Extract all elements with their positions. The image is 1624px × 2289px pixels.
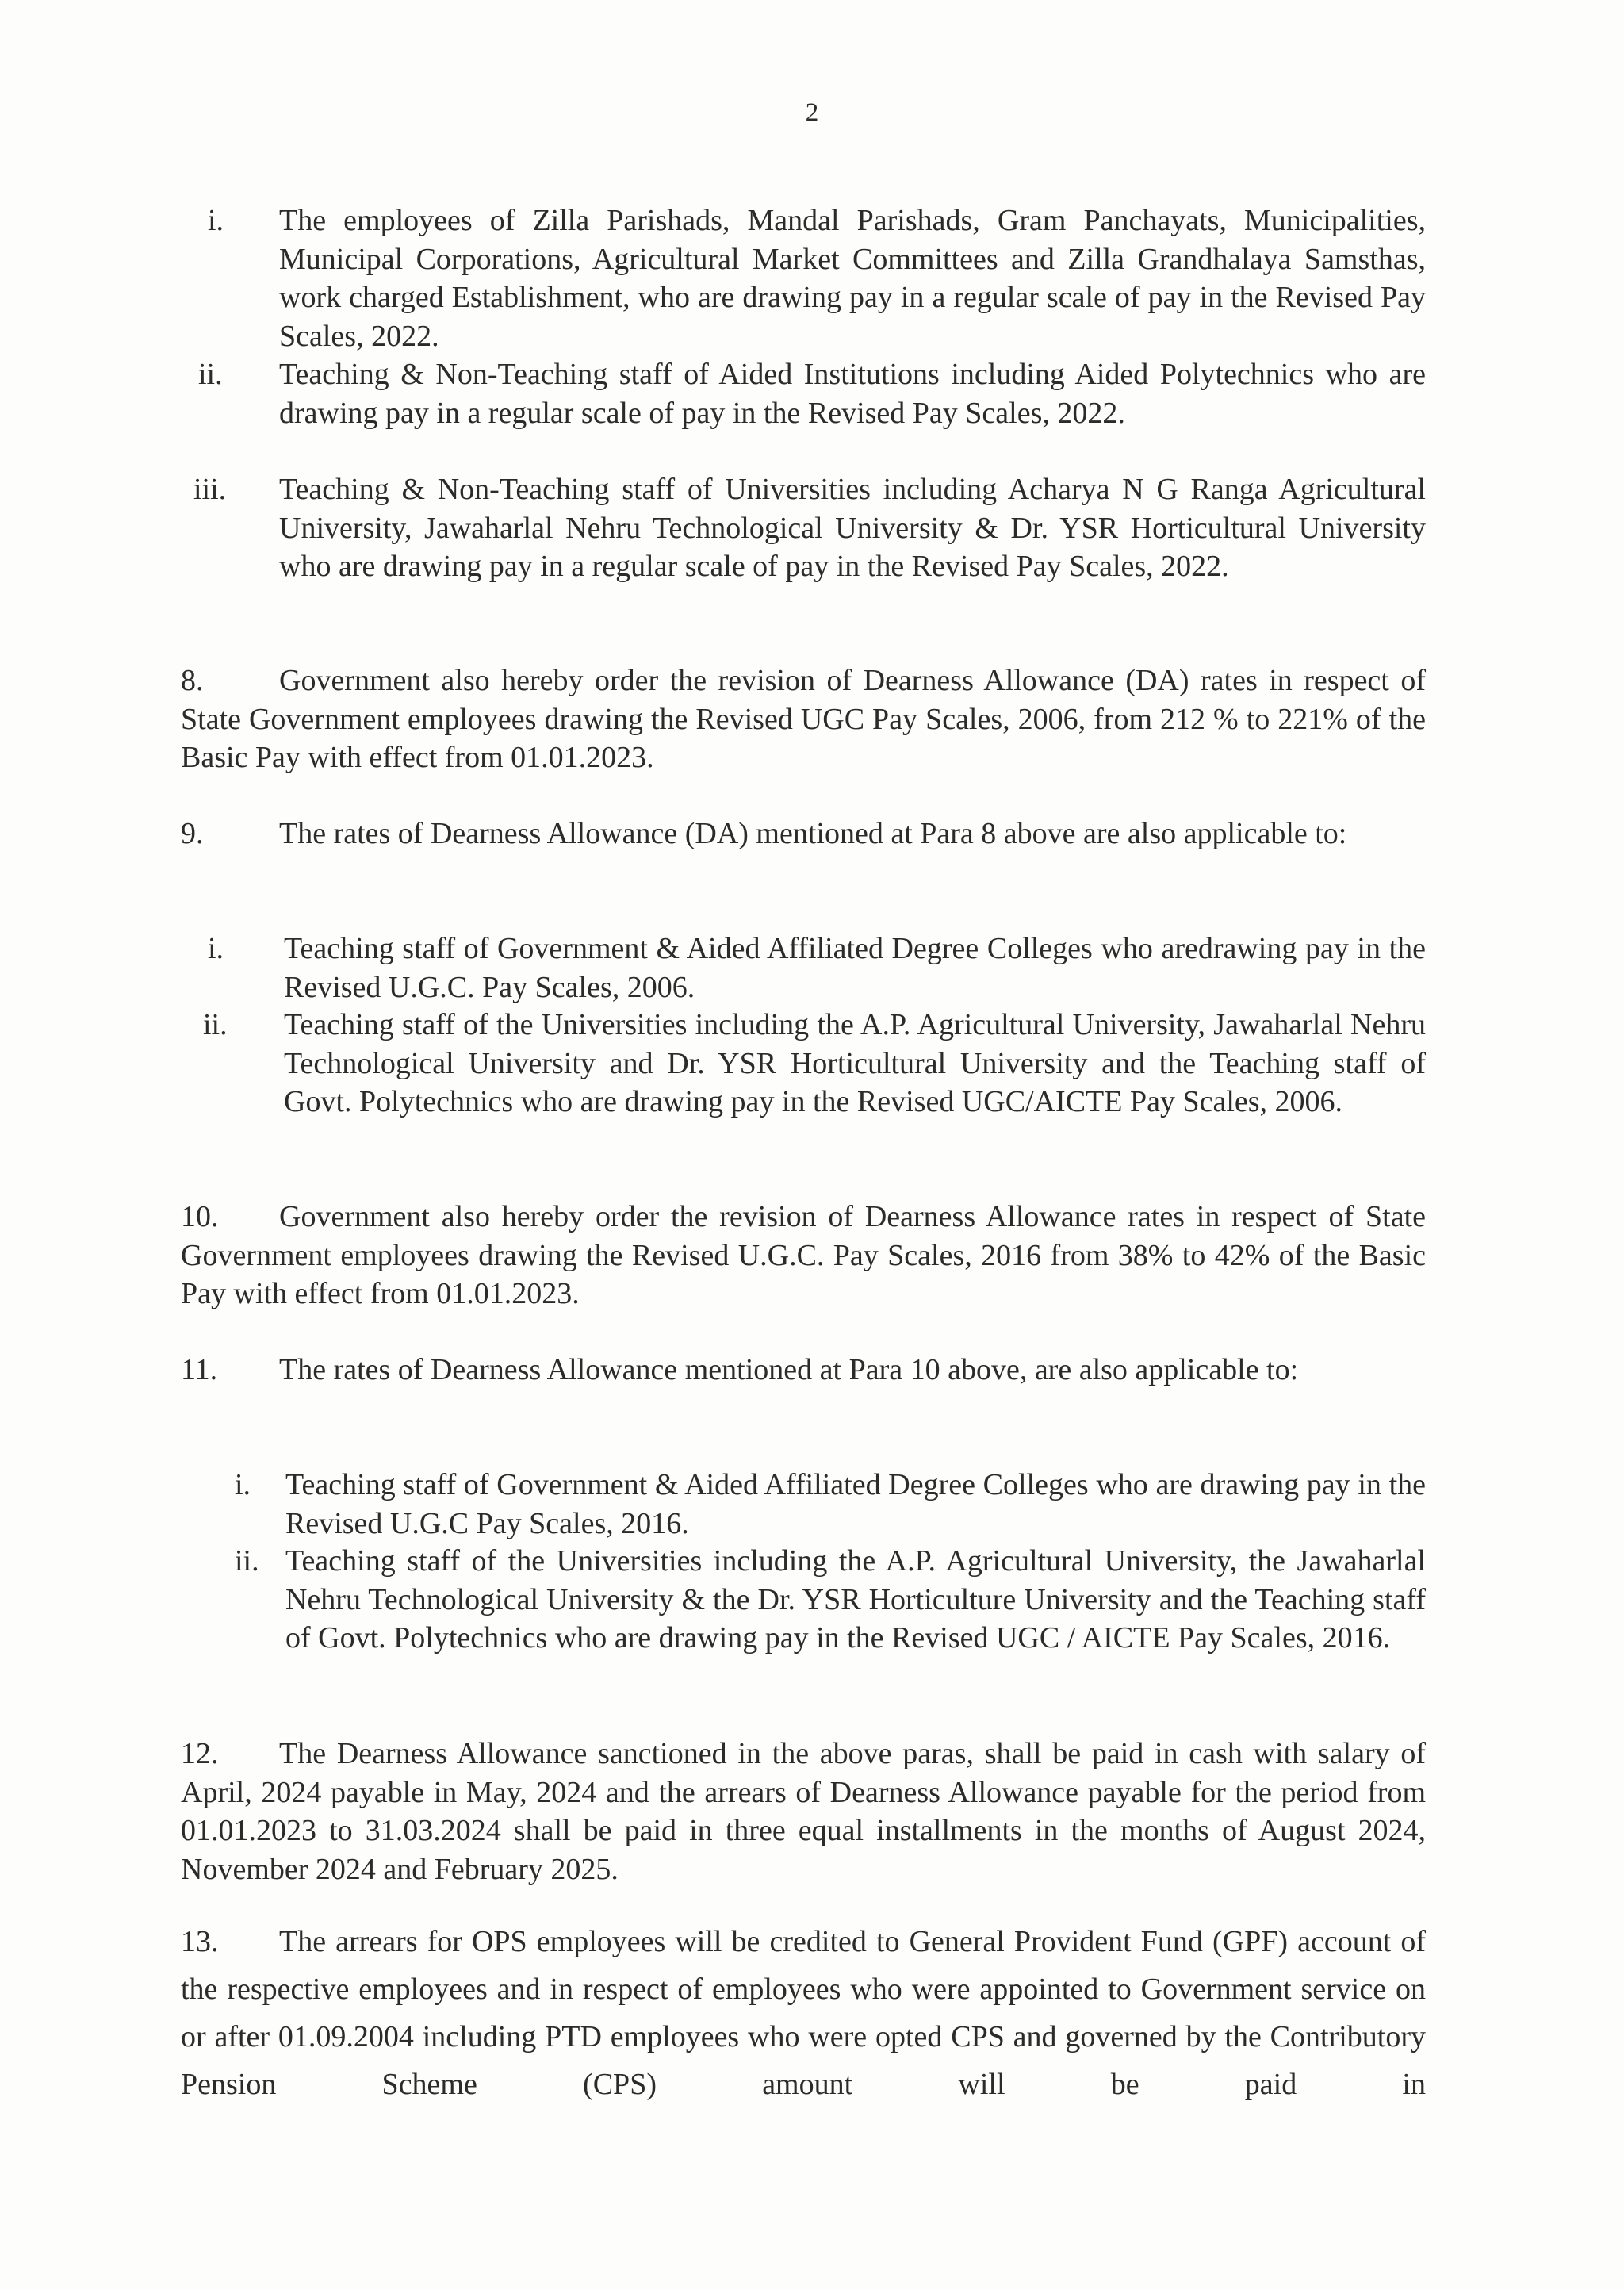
- list-item-text: Teaching staff of Government & Aided Affiliated Degree Colleges who are drawing pay in the Revised U.G.C Pay Scales, 2016.: [285, 1468, 1426, 1540]
- paragraph-8: [181, 661, 1426, 777]
- list-marker: ii.: [198, 358, 223, 391]
- paragraph-text: The rates of Dearness Allowance (DA) mentioned at Para 8 above are also applicable to:: [279, 817, 1347, 850]
- paragraph-text: Government also hereby order the revision of Dearness Allowance (DA) rates in respect of State Government employees drawing the Revised UGC Pay Scales, 2006, from 212 % to 221% of the Basic Pay with effect from 01.01.2023.: [181, 664, 1426, 774]
- list-item-text: Teaching staff of the Universities including the A.P. Agricultural University, the Jawaharlal Nehru Technological University & the Dr. YSR Horticulture University and the Teaching staff of Govt. Polytechnics who are drawing pay in the Revised UGC / AICTE Pay Scales, 2016.: [285, 1544, 1426, 1654]
- paragraph-text: Government also hereby order the revision of Dearness Allowance rates in respect of State Government employees drawing the Revised U.G.C. Pay Scales, 2016 from 38% to 42% of the Basic Pay with effect from 01.01.2023.: [181, 1200, 1426, 1310]
- list-item-text: Teaching staff of Government & Aided Affiliated Degree Colleges who aredrawing pay in the Revised U.G.C. Pay Scales, 2006.: [284, 932, 1426, 1004]
- paragraph-10: [181, 1198, 1426, 1313]
- list-item-text: Teaching & Non-Teaching staff of Universities including Acharya N G Ranga Agricultural University, Jawaharlal Nehru Technological University & Dr. YSR Horticultural University who are drawing pay in a regular scale of pay in the Revised Pay Scales, 2022.: [279, 473, 1426, 583]
- list-item-text: Teaching staff of the Universities including the A.P. Agricultural University, Jawaharlal Nehru Technological University and Dr. YSR Horticultural University and the Teaching staff of Govt. Polytechnics who are drawing pay in the Revised UGC/AICTE Pay Scales, 2006.: [284, 1008, 1426, 1118]
- list-marker: i.: [208, 204, 224, 237]
- paragraph-number: 9.: [181, 817, 204, 850]
- page-number: 2: [805, 98, 819, 127]
- paragraph-9: [181, 815, 1426, 853]
- paragraph-11: [181, 1351, 1426, 1390]
- list-item-text: The employees of Zilla Parishads, Mandal Parishads, Gram Panchayats, Municipalities, Municipal Corporations, Agricultural Market Committees and Zilla Grandhalaya Samsthas, work charged Establishment, who are drawing pay in a regular scale of pay in the Revised Pay Scales, 2022.: [279, 204, 1426, 353]
- paragraph-number: 12.: [181, 1737, 219, 1770]
- paragraph-text: The rates of Dearness Allowance mentioned at Para 10 above, are also applicable to:: [279, 1353, 1299, 1386]
- paragraph-text: The Dearness Allowance sanctioned in the above paras, shall be paid in cash with salary of April, 2024 payable in May, 2024 and the arrears of Dearness Allowance payable for the period from 01.01.2023 to 31.03.2024 shall be paid in three equal installments in the months of August 2024, November 2024 and February 2025.: [181, 1737, 1426, 1886]
- list-marker: i.: [208, 932, 224, 965]
- paragraph-number: 13.: [181, 1925, 219, 1958]
- list-item-text: Teaching & Non-Teaching staff of Aided Institutions including Aided Polytechnics who are drawing pay in a regular scale of pay in the Revised Pay Scales, 2022.: [279, 358, 1426, 430]
- list-marker: ii.: [203, 1008, 228, 1041]
- paragraph-number: 10.: [181, 1200, 219, 1233]
- paragraph-12: [181, 1735, 1426, 1888]
- list-marker: i.: [235, 1468, 251, 1501]
- paragraph-number: 8.: [181, 664, 204, 697]
- paragraph-text: The arrears for OPS employees will be credited to General Provident Fund (GPF) account of the respective employees and in respect of employees who were appointed to Government service on or after 01.09.2004 including PTD employees who were opted CPS and governed by the Contributory Pension Scheme (CPS) amount will be paid in: [181, 1925, 1426, 2101]
- paragraph-number: 11.: [181, 1353, 218, 1386]
- list-marker: iii.: [193, 473, 227, 506]
- list-marker: ii.: [235, 1544, 259, 1578]
- paragraph-13: [181, 1918, 1426, 2108]
